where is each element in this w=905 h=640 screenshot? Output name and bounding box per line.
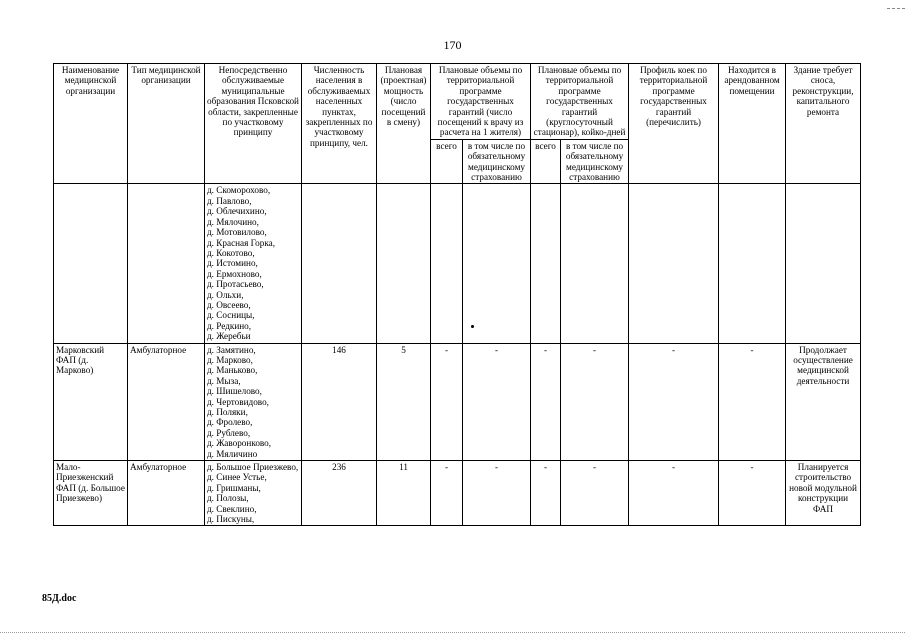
cell-hosp-oms: - [561,461,629,526]
subheader-visits-oms: в том числе по обязательному медицинскому страхованию [463,139,531,184]
cell-capacity: 11 [377,461,431,526]
village-item: д. Протасьево, [207,279,264,290]
cell-rented [719,184,786,343]
cell-bed-profile [629,184,719,343]
cell-hosp-oms [561,184,629,343]
cell-rented: - [719,343,786,460]
header-planned-hospital: Плановые объемы по территориальной программе государственных гарантий (круглосуточный стационар), койко-дней [531,64,629,140]
cell-building [786,184,861,343]
cell-bed-profile: - [629,461,719,526]
cell-villages [205,343,302,460]
cell-hosp-total: - [531,461,561,526]
village-item: д. Ермохново, [207,268,262,279]
header-type: Тип медицинской организации [128,64,205,184]
facilities-table [53,63,861,526]
village-item: д. Мялочино, [207,216,259,227]
scan-bottom-edge [0,632,905,633]
cell-bed-profile: - [629,343,719,460]
village-item: д. Ольхи, [207,289,244,300]
cell-visits-total [431,184,463,343]
cell-visits-total: - [431,461,463,526]
village-item: д. Жаворонково, [207,438,272,449]
cell-rented: - [719,461,786,526]
village-item: д. Синее Устье, [207,472,267,483]
cell-name: Мало-Приезженский ФАП (д. Большое Приезжево) [54,461,128,526]
cell-hosp-oms: - [561,343,629,460]
cell-visits-total: - [431,343,463,460]
header-bed-profile: Профиль коек по территориальной программе государственных гарантий (перечислить) [629,64,719,184]
village-item: д. Облечихино, [207,206,267,217]
cell-hosp-total: - [531,343,561,460]
table-row [54,461,861,526]
village-item: д. Свеклино, [207,503,257,514]
cell-hosp-total [531,184,561,343]
cell-name: Марковский ФАП (д. Марково) [54,343,128,460]
footer-filename: 85Д.doc [42,593,77,604]
header-territory: Непосредственно обслуживаемые муниципальные образования Псковской области, закрепленные по участковому принципу [205,64,302,184]
village-item: д. Чертовидово, [207,396,269,407]
village-item: д. Марково, [207,354,253,365]
cell-population: 236 [302,461,377,526]
header-row [54,64,861,140]
cell-capacity: 5 [377,343,431,460]
village-item: д. Полозы, [207,493,249,504]
page-number: 170 [443,38,462,52]
cell-type [128,184,205,343]
header-rented: Находится в арендованном помещении [719,64,786,184]
table-row [54,184,861,343]
cell-building: Планируется строительство новой модульной конструкции ФАП [786,461,861,526]
header-planned-visits: Плановые объемы по территориальной программе государственных гарантий (число посещений к врачу из расчета на 1 жителя) [431,64,531,140]
cell-name [54,184,128,343]
header-population: Численность населения в обслуживаемых населенных пунктах, закрепленных по участковому принципу, чел. [302,64,377,184]
subheader-hosp-oms: в том числе по обязательному медицинскому страхованию [561,139,629,184]
header-capacity: Плановая (проектная) мощность (число посещений в смену) [377,64,431,184]
cell-type: Амбулаторное [128,461,205,526]
village-item: д. Замятино, [207,344,256,355]
subheader-hosp-total: всего [531,139,561,184]
village-item: д. Редкино, [207,320,252,331]
cell-building: Продолжает осуществление медицинской деятельности [786,343,861,460]
cell-visits-oms: - [463,343,531,460]
village-item: д. Овсеево, [207,299,251,310]
scan-speck [471,325,474,328]
cell-villages [205,184,302,343]
village-item: д. Маньково, [207,365,258,376]
village-item: д. Мяличино [207,448,258,459]
village-item: д. Мыза, [207,375,241,386]
subheader-visits-total: всего [431,139,463,184]
village-item: д. Сосницы, [207,310,255,321]
village-item: д. Гришманы, [207,482,261,493]
village-item: д. Поляки, [207,407,248,417]
cell-capacity [377,184,431,343]
village-item: д. Жеребьи [207,331,251,342]
cell-villages [205,461,302,526]
village-item: д. Фролево, [207,417,253,428]
village-item: д. Истомино, [207,258,258,269]
cell-visits-oms [463,184,531,343]
village-item: д. Шишелово, [207,386,262,397]
cell-population [302,184,377,343]
table-row [54,343,861,460]
cell-type: Амбулаторное [128,343,205,460]
village-item: д. Скоморохово, [207,185,271,196]
header-building: Здание требует сноса, реконструкции, капитального ремонта [786,64,861,184]
header-name: Наименование медицинской организации [54,64,128,184]
scan-edge-mark [887,0,905,9]
village-item: д. Пискуны, [207,514,255,525]
cell-population: 146 [302,343,377,460]
village-item: д. Мотовилово, [207,227,267,238]
cell-visits-oms: - [463,461,531,526]
village-item: д. Большое Приезжево, [207,462,299,473]
village-item: д. Кокотово, [207,247,255,258]
village-item: д. Красная Горка, [207,237,276,248]
village-item: д. Павлово, [207,195,252,206]
village-item: д. Рублево, [207,427,251,438]
